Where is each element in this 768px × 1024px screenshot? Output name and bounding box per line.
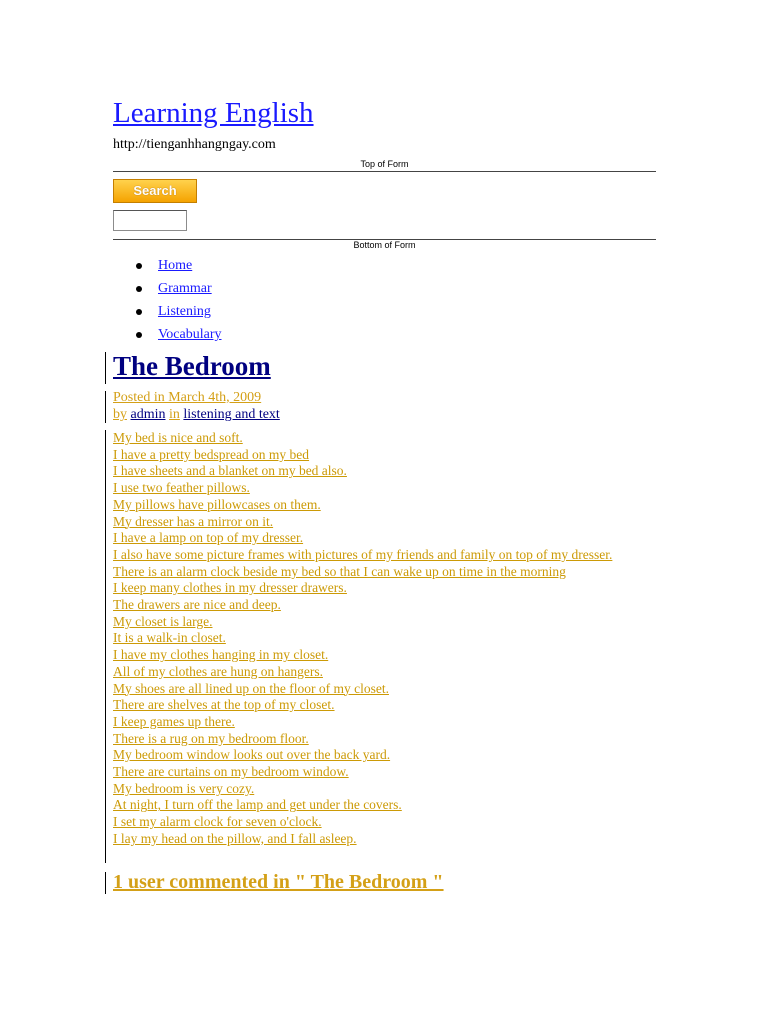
post-line[interactable]: I have my clothes hanging in my closet. bbox=[113, 647, 329, 663]
site-title-link[interactable]: Learning English bbox=[113, 97, 314, 129]
post-date: Posted in March 4th, 2009 bbox=[113, 390, 262, 405]
search-input[interactable] bbox=[113, 210, 187, 231]
quote-bar bbox=[105, 430, 106, 863]
search-button[interactable]: Search bbox=[113, 179, 197, 203]
post-line[interactable]: My bedroom window looks out over the back yard. bbox=[113, 747, 391, 763]
post-line[interactable]: The drawers are nice and deep. bbox=[113, 597, 281, 613]
nav-link-home[interactable]: Home bbox=[158, 258, 193, 273]
post-line[interactable]: I lay my head on the pillow, and I fall asleep. bbox=[113, 830, 357, 846]
post-line[interactable]: There is a rug on my bedroom floor. bbox=[113, 730, 309, 746]
by-label: by bbox=[113, 407, 127, 422]
nav-item-home bbox=[113, 257, 222, 280]
post-line[interactable]: There are curtains on my bedroom window. bbox=[113, 764, 349, 780]
nav-item-listening bbox=[113, 303, 222, 326]
post-line[interactable]: My dresser has a mirror on it. bbox=[113, 513, 274, 529]
category-link[interactable]: listening and text bbox=[183, 407, 280, 422]
nav-link-vocabulary[interactable]: Vocabulary bbox=[158, 327, 222, 342]
post-line[interactable]: I use two feather pillows. bbox=[113, 480, 250, 496]
quote-bar bbox=[105, 391, 106, 423]
bottom-of-form-label: Bottom of Form bbox=[353, 240, 416, 250]
post-line[interactable]: At night, I turn off the lamp and get under the covers. bbox=[113, 797, 402, 813]
post-line[interactable]: I keep many clothes in my dresser drawers. bbox=[113, 580, 347, 596]
nav-item-grammar bbox=[113, 280, 222, 303]
post-line[interactable]: There is an alarm clock beside my bed so that I can wake up on time in the morning bbox=[113, 563, 566, 579]
main-nav bbox=[113, 257, 222, 349]
site-title bbox=[113, 96, 314, 130]
post-byline bbox=[113, 407, 280, 423]
site-url: http://tienganhhangngay.com bbox=[113, 137, 276, 152]
form-top-divider bbox=[113, 171, 656, 172]
comments-heading[interactable]: 1 user commented in " The Bedroom " bbox=[113, 871, 444, 893]
post-title bbox=[113, 350, 271, 382]
nav-item-vocabulary bbox=[113, 326, 222, 349]
post-line[interactable]: I set my alarm clock for seven o'clock. bbox=[113, 814, 322, 830]
post-title-link[interactable]: The Bedroom bbox=[113, 351, 271, 381]
post-line[interactable]: There are shelves at the top of my closet. bbox=[113, 697, 335, 713]
post-line[interactable]: I also have some picture frames with pictures of my friends and family on top of my dresser. bbox=[113, 546, 613, 562]
post-line[interactable]: All of my clothes are hung on hangers. bbox=[113, 663, 323, 679]
quote-bar bbox=[105, 872, 106, 894]
post-line[interactable]: I keep games up there. bbox=[113, 713, 235, 729]
post-line[interactable]: I have a lamp on top of my dresser. bbox=[113, 530, 304, 546]
post-line[interactable]: My closet is large. bbox=[113, 613, 213, 629]
quote-bar bbox=[105, 352, 106, 384]
post-line[interactable]: My bed is nice and soft. bbox=[113, 430, 243, 445]
post-line[interactable]: My pillows have pillowcases on them. bbox=[113, 496, 321, 512]
post-line[interactable]: My shoes are all lined up on the floor of my closet. bbox=[113, 680, 389, 696]
nav-link-grammar[interactable]: Grammar bbox=[158, 281, 212, 296]
post-line[interactable]: I have sheets and a blanket on my bed also. bbox=[113, 463, 347, 479]
author-link[interactable]: admin bbox=[130, 407, 166, 422]
nav-link-listening[interactable]: Listening bbox=[158, 304, 211, 319]
in-label: in bbox=[169, 407, 180, 422]
post-line[interactable]: My bedroom is very cozy. bbox=[113, 780, 255, 796]
top-of-form-label: Top of Form bbox=[360, 159, 409, 169]
post-body bbox=[113, 430, 633, 848]
post-line[interactable]: I have a pretty bedspread on my bed bbox=[113, 446, 310, 462]
post-line[interactable]: It is a walk-in closet. bbox=[113, 630, 226, 646]
